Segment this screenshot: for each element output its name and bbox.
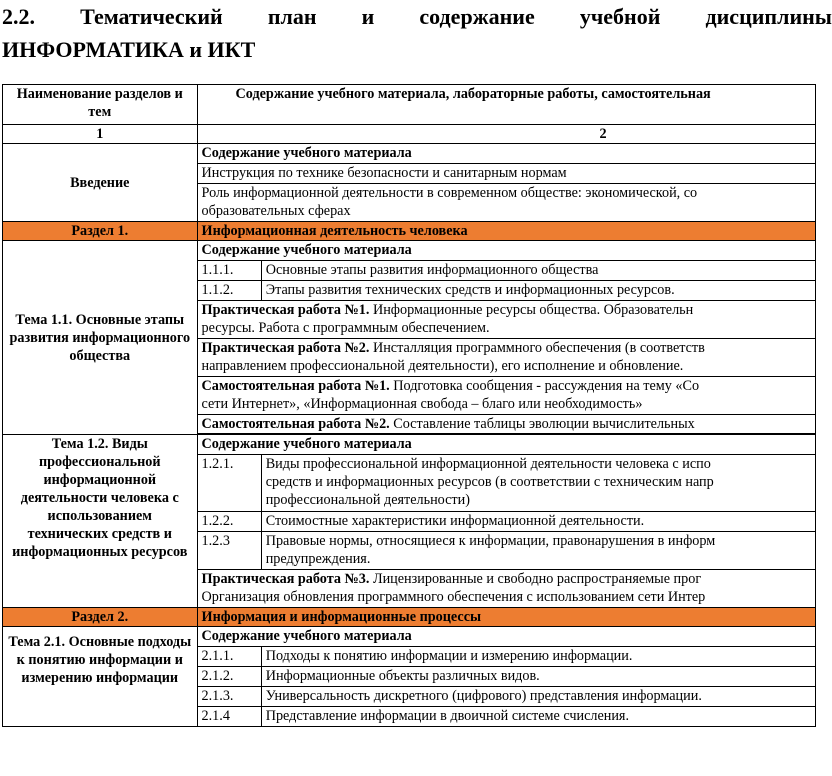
item-number: 1.1.1. <box>197 261 261 281</box>
table-row <box>3 144 816 164</box>
intro-name: Введение <box>3 144 198 222</box>
item-text-line: Правовые нормы, относящиеся к информации, правонарушения в информ <box>265 533 716 549</box>
item-text: Этапы развития технических средств и информационных ресурсов. <box>261 281 815 301</box>
work-text: Информационные ресурсы общества. Образовательн <box>369 302 694 318</box>
heading-word: и <box>361 4 375 29</box>
intro-item-line: образовательных сферах <box>201 203 351 219</box>
work-text-line2: ресурсы. Работа с программным обеспечением. <box>201 320 490 336</box>
page-heading <box>2 0 832 66</box>
content-label: Содержание учебного материала <box>197 241 815 261</box>
heading-line-1 <box>2 0 832 33</box>
work-text-line2: Организация обновления программного обеспечения с использованием сети Интер <box>201 589 706 605</box>
item-text: Универсальность дискретного (цифрового) представления информации. <box>261 687 815 707</box>
heading-word: дисциплины <box>705 4 832 29</box>
content-label: Содержание учебного материала <box>197 627 815 647</box>
heading-word: учебной <box>579 4 661 29</box>
work-label: Практическая работа №2. <box>201 340 370 356</box>
section-row <box>3 222 816 241</box>
heading-word: Тематический <box>80 4 223 29</box>
work-text: Составление таблицы эволюции вычислительных <box>389 416 695 432</box>
item-text: Основные этапы развития информационного общества <box>261 261 815 281</box>
table-number-row <box>3 125 816 144</box>
item-text <box>261 532 815 570</box>
topic-name: Тема 1.2. Виды профессиональной информационной деятельности человека с использованием технических средств и информационных ресурсов <box>3 435 198 608</box>
header-col2: Содержание учебного материала, лабораторные работы, самостоятельная <box>197 85 815 125</box>
work-text: Лицензированные и свободно распространяемые прог <box>369 571 702 587</box>
item-text-line: профессиональной деятельности) <box>265 492 470 508</box>
item-number: 1.1.2. <box>197 281 261 301</box>
table-row <box>3 241 816 261</box>
table-row <box>3 435 816 455</box>
item-text: Информационные объекты различных видов. <box>261 667 815 687</box>
item-text: Подходы к понятию информации и измерению информации. <box>261 647 815 667</box>
topic-name: Тема 1.1. Основные этапы развития информационного общества <box>3 241 198 435</box>
intro-item: Инструкция по технике безопасности и санитарным нормам <box>197 164 815 184</box>
section-title: Информация и информационные процессы <box>197 608 815 627</box>
item-number: 2.1.2. <box>197 667 261 687</box>
content-label: Содержание учебного материала <box>197 144 815 164</box>
item-text: Представление информации в двоичной системе счисления. <box>261 707 815 727</box>
work-cell <box>197 301 815 339</box>
section-row <box>3 608 816 627</box>
item-text: Стоимостные характеристики информационной деятельности. <box>261 512 815 532</box>
item-text-line: Виды профессиональной информационной деятельности человека с испо <box>265 456 711 472</box>
work-label: Самостоятельная работа №1. <box>201 378 390 394</box>
item-number: 2.1.1. <box>197 647 261 667</box>
content-label: Содержание учебного материала <box>197 435 815 455</box>
work-text-line2: направлением профессиональной деятельности), его исполнение и обновление. <box>201 358 684 374</box>
table-header-row <box>3 85 816 125</box>
work-cell <box>197 377 815 415</box>
thematic-plan-table <box>2 84 816 727</box>
work-label: Практическая работа №1. <box>201 302 370 318</box>
item-text-line: предупреждения. <box>265 551 371 567</box>
item-text-line: средств и информационных ресурсов (в соответствии с техническим напр <box>265 474 714 490</box>
item-number: 1.2.3 <box>197 532 261 570</box>
topic-name: Тема 2.1. Основные подходы к понятию информации и измерению информации <box>3 627 198 727</box>
item-number: 2.1.4 <box>197 707 261 727</box>
item-number: 1.2.2. <box>197 512 261 532</box>
work-text: Инсталляция программного обеспечения (в соответств <box>369 340 705 356</box>
work-label: Практическая работа №3. <box>201 571 370 587</box>
intro-item-line: Роль информационной деятельности в современном обществе: экономической, со <box>201 185 698 201</box>
heading-word: план <box>267 4 317 29</box>
section-name: Раздел 2. <box>3 608 198 627</box>
item-text <box>261 455 815 512</box>
header-col1: Наименование разделов и тем <box>3 85 198 125</box>
section-title: Информационная деятельность человека <box>197 222 815 241</box>
heading-line-2: ИНФОРМАТИКА и ИКТ <box>2 37 256 62</box>
work-text: Подготовка сообщения - рассуждения на тему «Со <box>389 378 700 394</box>
item-number: 1.2.1. <box>197 455 261 512</box>
heading-word: содержание <box>419 4 535 29</box>
header-num1: 1 <box>3 125 198 144</box>
work-text-line2: сети Интернет», «Информационная свобода – благо или необходимость» <box>201 396 643 412</box>
section-name: Раздел 1. <box>3 222 198 241</box>
work-label: Самостоятельная работа №2. <box>201 416 390 432</box>
table-row <box>3 627 816 647</box>
heading-number: 2.2. <box>2 4 35 29</box>
work-cell <box>197 339 815 377</box>
item-number: 2.1.3. <box>197 687 261 707</box>
work-cell <box>197 415 815 434</box>
header-num2: 2 <box>197 125 815 144</box>
work-cell <box>197 570 815 608</box>
intro-item <box>197 184 815 222</box>
